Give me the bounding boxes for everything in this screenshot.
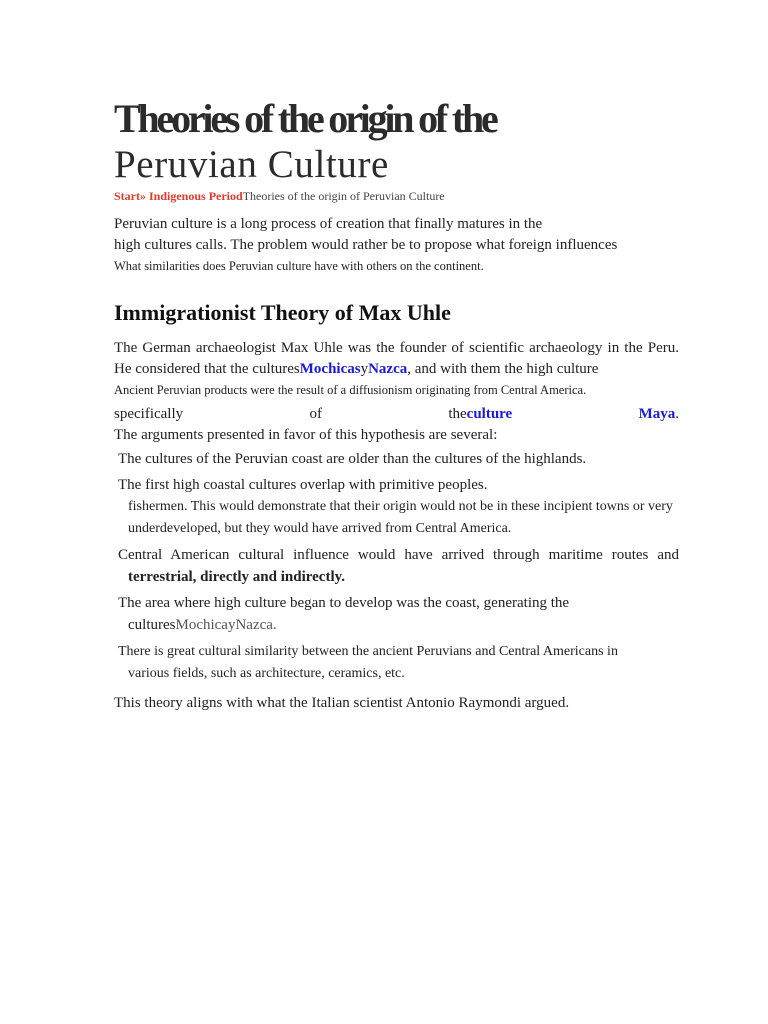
paragraph-text-2: , and with them the high culture (407, 361, 599, 377)
document-page (114, 96, 679, 714)
bullet-text: The area where high culture began to develop was the coast, generating the (118, 595, 570, 611)
paragraph-small-line: Ancient Peruvian products were the result of a diffusionism originating from Central America. (114, 383, 587, 397)
bullet-text: Central American cultural influence would have arrived through maritime routes and (118, 547, 679, 563)
list-item (104, 474, 679, 540)
breadcrumb-current: Theories of the origin of Peruvian Culture (242, 189, 445, 203)
word-the: the (448, 406, 467, 422)
breadcrumb-period-link[interactable]: Indigenous Period (149, 189, 243, 203)
bullet-text: The first high coastal cultures overlap with primitive peoples. (118, 477, 488, 493)
list-item (104, 640, 679, 685)
intro-line-1: Peruvian culture is a long process of creation that finally matures in the (114, 216, 543, 232)
maya-link[interactable]: Maya (638, 406, 676, 422)
list-item (104, 448, 679, 470)
maya-period: . (675, 406, 679, 422)
paragraph-y: y (360, 361, 369, 377)
list-item (104, 592, 679, 636)
bullet-continuation: fishermen. This would demonstrate that their origin would not be in these incipient towns or very underdeveloped, but they would have arrived from Central America. (128, 499, 673, 536)
section-heading: Immigrationist Theory of Max Uhle (114, 300, 451, 325)
nazca-link[interactable]: Nazca (368, 361, 408, 377)
breadcrumb-separator: » (140, 189, 146, 203)
list-item (104, 544, 679, 588)
intro-paragraph (114, 214, 679, 277)
culture-link[interactable]: culture (466, 406, 513, 422)
paragraph-text-1: The German archaeologist Max Uhle was the founder of scientific archaeology in the Peru. He considered that the cultures (114, 340, 679, 377)
culture-names: MochicayNazca. (175, 617, 277, 633)
word-maya (639, 404, 679, 425)
cultures-word: cultures (128, 617, 176, 633)
page-title-line1: Theories of the origin of the (114, 96, 496, 141)
closing-paragraph: This theory aligns with what the Italian scientist Antonio Raymondi argued. (114, 695, 570, 711)
bullet-text: There is great cultural similarity between the ancient Peruvians and Central Americans in (118, 644, 618, 659)
bullet-continuation: terrestrial, directly and indirectly. (128, 569, 346, 585)
word-specifically: specifically (114, 406, 184, 422)
bullet-continuation: various fields, such as architecture, ceramics, etc. (128, 666, 405, 681)
arguments-intro: The arguments presented in favor of this hypothesis are several: (114, 427, 498, 443)
intro-line-3: What similarities does Peruvian culture have with others on the continent. (114, 259, 484, 273)
bullet-text: The cultures of the Peruvian coast are older than the cultures of the highlands. (118, 451, 587, 467)
section-paragraph (114, 338, 679, 401)
breadcrumb (114, 188, 679, 204)
arguments-list (104, 448, 679, 685)
breadcrumb-start-link[interactable]: Start (114, 189, 140, 203)
page-title-line2: Peruvian Culture (114, 143, 389, 186)
justified-line (114, 404, 679, 425)
mochicas-link[interactable]: Mochicas (299, 361, 361, 377)
word-the-culture (448, 404, 512, 425)
bullet-continuation (118, 614, 679, 636)
word-of: of (309, 406, 322, 422)
intro-line-2: high cultures calls. The problem would rather be to propose what foreign influences (114, 237, 618, 253)
